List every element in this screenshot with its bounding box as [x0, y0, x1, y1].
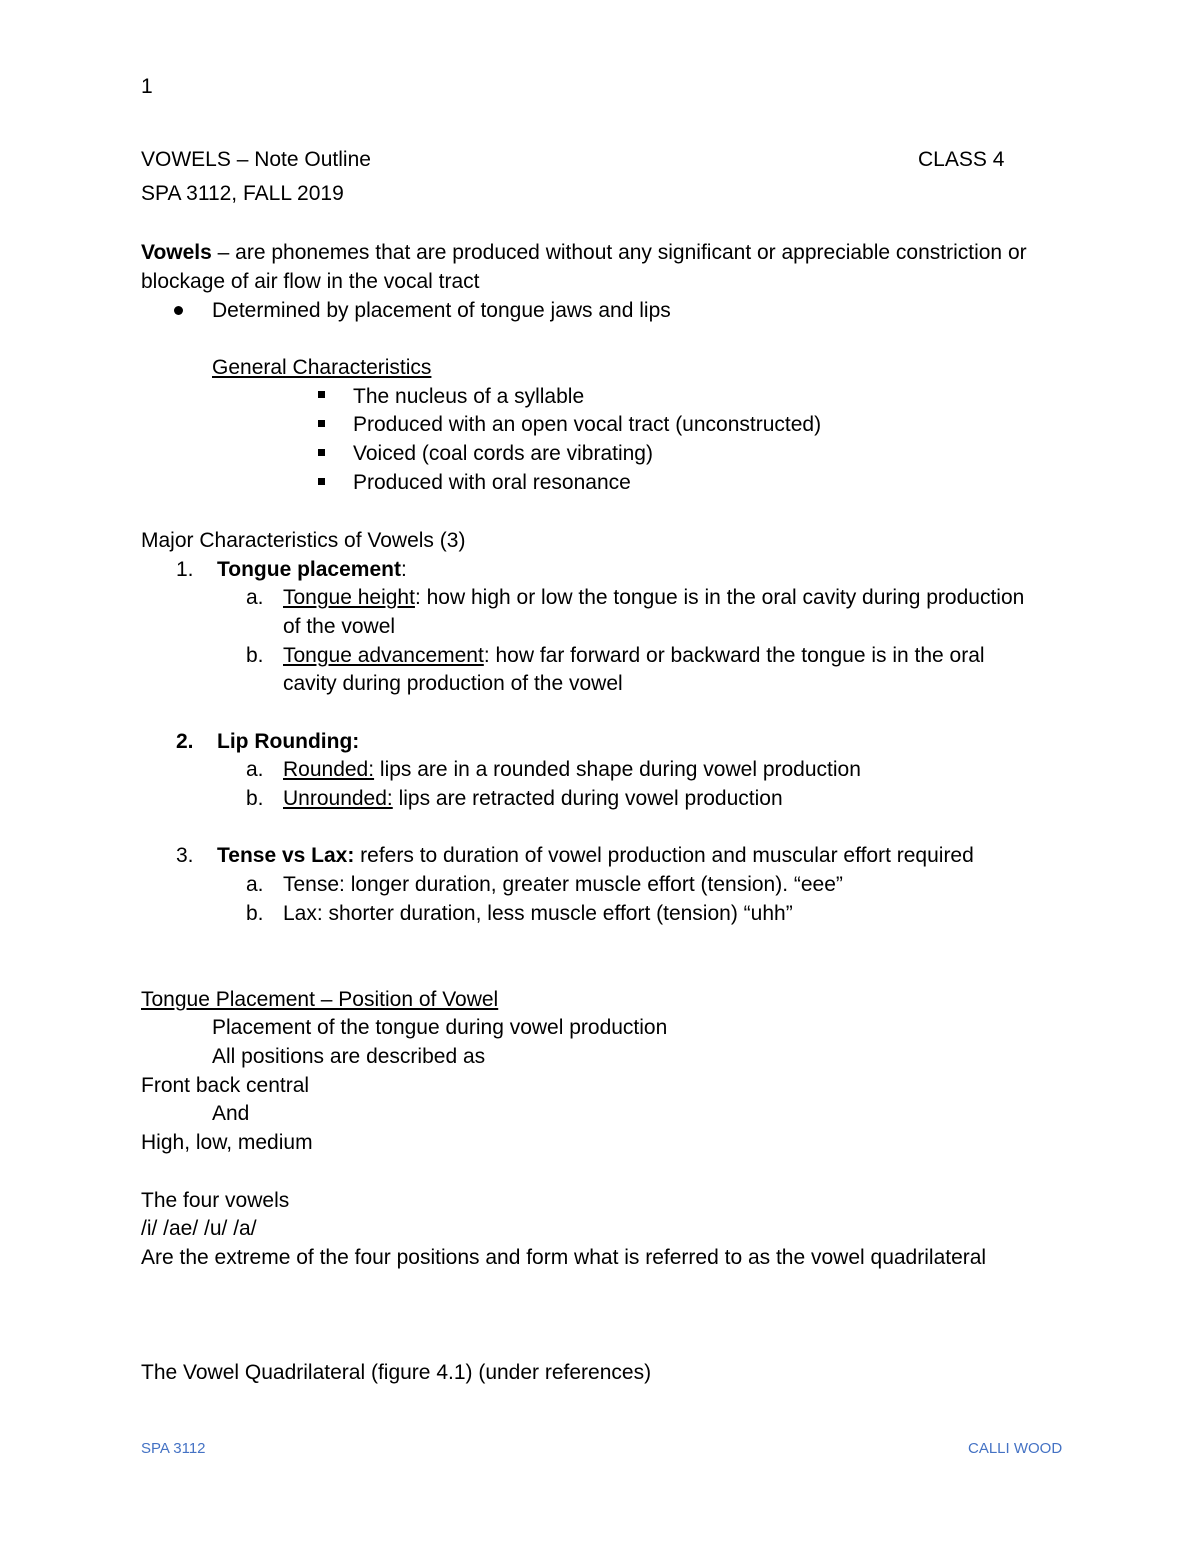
item-text: refers to duration of vowel production and muscular effort required — [354, 844, 974, 867]
definition-line-1 — [141, 238, 1027, 267]
placement-heading: Tongue Placement – Position of Vowel — [141, 988, 499, 1011]
footer-left: SPA 3112 — [141, 1440, 206, 1457]
bullet-square-icon — [318, 449, 325, 456]
item-number: 2. — [176, 730, 194, 753]
item-title — [217, 555, 407, 584]
sub-text: Tense: longer duration, greater muscle effort (tension). “eee” — [283, 873, 843, 896]
definition-term: Vowels — [141, 241, 212, 264]
definition-text: – are phonemes that are produced without any significant or appreciable constriction or — [211, 241, 1027, 264]
placement-line: Front back central — [141, 1074, 310, 1097]
bullet-square-icon — [318, 478, 325, 485]
sub-item — [283, 755, 861, 784]
item-title-colon: : — [400, 558, 407, 581]
general-item: Voiced (coal cords are vibrating) — [353, 442, 653, 465]
sub-item — [283, 641, 985, 670]
general-item: Produced with an open vocal tract (unconstructed) — [353, 413, 822, 436]
sub-item — [283, 583, 1024, 612]
sub-text: lips are in a rounded shape during vowel production — [374, 758, 861, 781]
sub-term: Tongue height — [283, 586, 415, 609]
item-title-text: Tongue placement — [217, 558, 401, 581]
footer-right: CALLI WOOD — [968, 1440, 1063, 1457]
sub-item — [283, 784, 783, 813]
sub-text: lips are retracted during vowel production — [392, 787, 783, 810]
four-vowels-line: /i/ /ae/ /u/ /a/ — [141, 1217, 257, 1240]
sub-letter: b. — [246, 902, 264, 925]
general-item: The nucleus of a syllable — [353, 385, 585, 408]
sub-term: Unrounded: — [283, 787, 393, 810]
sub-letter: a. — [246, 758, 264, 781]
major-heading: Major Characteristics of Vowels (3) — [141, 529, 466, 552]
quadrilateral-line: The Vowel Quadrilateral (figure 4.1) (under references) — [141, 1361, 652, 1384]
sub-text-cont: of the vowel — [283, 615, 396, 638]
sub-term: Rounded: — [283, 758, 375, 781]
document-title: VOWELS – Note Outline — [141, 148, 371, 171]
bullet-square-icon — [318, 420, 325, 427]
item-number: 1. — [176, 558, 194, 581]
item-title — [217, 841, 974, 870]
four-vowels-line: Are the extreme of the four positions and form what is referred to as the vowel quadrilateral — [141, 1246, 987, 1269]
definition-line-2: blockage of air flow in the vocal tract — [141, 270, 480, 293]
placement-line: And — [212, 1102, 250, 1125]
sub-letter: b. — [246, 787, 264, 810]
sub-text: : how far forward or backward the tongue is in the oral — [483, 644, 985, 667]
bullet-square-icon — [318, 391, 325, 398]
sub-letter: a. — [246, 586, 264, 609]
definition-bullet: Determined by placement of tongue jaws and lips — [212, 299, 671, 322]
sub-text: Lax: shorter duration, less muscle effort (tension) “uhh” — [283, 902, 793, 925]
sub-letter: b. — [246, 644, 264, 667]
general-item: Produced with oral resonance — [353, 471, 631, 494]
sub-term: Tongue advancement — [283, 644, 484, 667]
page-number: 1 — [141, 75, 153, 98]
item-number: 3. — [176, 844, 194, 867]
placement-line: High, low, medium — [141, 1131, 313, 1154]
bullet-dot-icon — [174, 306, 183, 315]
item-title: Lip Rounding: — [217, 730, 360, 753]
sub-text-cont: cavity during production of the vowel — [283, 672, 623, 695]
course-info: SPA 3112, FALL 2019 — [141, 182, 344, 205]
class-label: CLASS 4 — [918, 148, 1005, 171]
placement-line: Placement of the tongue during vowel production — [212, 1016, 668, 1039]
four-vowels-line: The four vowels — [141, 1189, 290, 1212]
placement-line: All positions are described as — [212, 1045, 486, 1068]
item-title-text: Tense vs Lax: — [217, 844, 355, 867]
sub-text: : how high or low the tongue is in the oral cavity during production — [414, 586, 1025, 609]
sub-letter: a. — [246, 873, 264, 896]
general-heading: General Characteristics — [212, 356, 432, 379]
